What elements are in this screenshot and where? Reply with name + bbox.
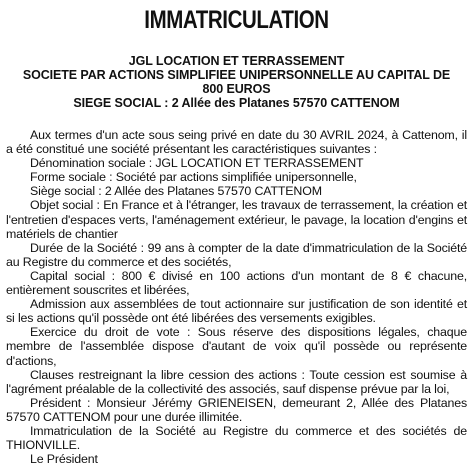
paragraph-admission: Admission aux assemblées de tout actionnaire sur justification de son identité et si les actions qu'il possède ont été libérées des versements exigibles. bbox=[6, 297, 467, 326]
paragraph-share-transfer: Clauses restreignant la libre cession des actions : Toute cession est soumise à l'agrément préalable de la collectivité des associés, sauf dispense prévue par la loi, bbox=[6, 367, 467, 396]
notice-body bbox=[6, 128, 467, 466]
paragraph-registration: Immatriculation de la Société au Registre du commerce et des sociétés de THIONVILLE. bbox=[6, 423, 467, 453]
paragraph-capital: Capital social : 800 € divisé en 100 actions d'un montant de 8 € chacune, entièrement souscrites et libérées, bbox=[6, 268, 467, 298]
company-form-line-2: 800 EUROS bbox=[202, 82, 271, 96]
head-office: SIEGE SOCIAL : 2 Allée des Platanes 57570 CATTENOM bbox=[73, 96, 400, 110]
company-form-line-1: SOCIETE PAR ACTIONS SIMPLIFIEE UNIPERSONNELLE AU CAPITAL DE bbox=[22, 68, 451, 82]
paragraph-intro: Aux termes d'un acte sous seing privé en date du 30 AVRIL 2024, à Cattenom, il a été constitué une société présentant les caractéristiques suivantes : bbox=[6, 128, 467, 157]
signature: Le Président bbox=[30, 452, 98, 467]
paragraph-head-office: Siège social : 2 Allée des Platanes 57570 CATTENOM bbox=[30, 184, 322, 199]
company-header bbox=[6, 54, 467, 110]
paragraph-president: Président : Monsieur Jérémy GRIENEISEN, demeurant 2, Allée des Platanes 57570 CATTENOM pour une durée illimitée. bbox=[6, 395, 467, 424]
paragraph-voting-rights: Exercice du droit de vote : Sous réserve des dispositions légales, chaque membre de l'assemblée dispose d'autant de voix qu'il possède ou représente d'actions, bbox=[6, 325, 467, 368]
notice-title: IMMATRICULATION bbox=[144, 6, 329, 34]
paragraph-duration: Durée de la Société : 99 ans à compter de la date d'immatriculation de la Société au Registre du commerce et des sociétés, bbox=[6, 240, 467, 269]
paragraph-denomination: Dénomination sociale : JGL LOCATION ET TERRASSEMENT bbox=[30, 156, 364, 171]
company-name: JGL LOCATION ET TERRASSEMENT bbox=[128, 54, 345, 68]
paragraph-purpose: Objet social : En France et à l'étranger, les travaux de terrassement, la création et l'entretien d'espaces verts, l'aménagement extérieur, le pavage, la location d'engins et matériels de chantier bbox=[6, 198, 467, 241]
paragraph-legal-form: Forme sociale : Société par actions simplifiée unipersonnelle, bbox=[30, 170, 357, 185]
